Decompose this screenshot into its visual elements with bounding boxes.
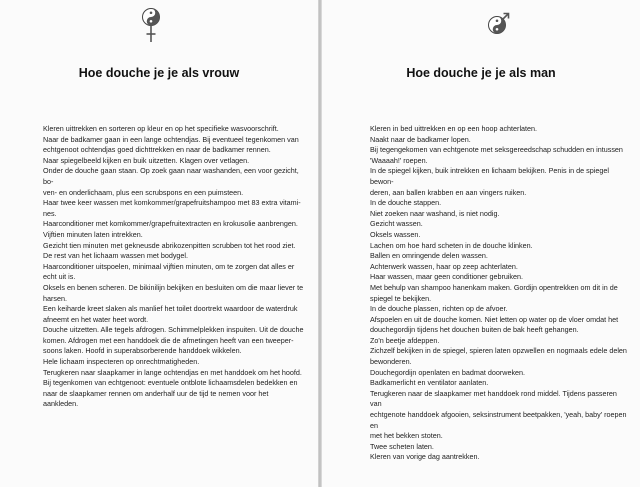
text-line: Oksels wassen. — [370, 229, 421, 239]
text-line: Haarconditioner uitspoelen, minimaal vijftien minuten, om te zorgen dat alles er — [43, 261, 295, 271]
text-line: In de douche stappen. — [370, 198, 442, 208]
text-line: harsen. — [43, 293, 67, 303]
text-line: Douchegordijn openlaten en badmat doorweken. — [370, 367, 526, 377]
text-line: Achterwerk wassen, haar op zeep achterlaten. — [370, 261, 518, 271]
text-line: Vijftien minuten laten intrekken. — [43, 229, 143, 239]
text-line: Terugkeren naar slaapkamer in lange ochtendjas en met handdoek om het hoofd. — [43, 367, 302, 377]
text-line: Zichzelf bekijken in de spiegel, spieren laten opzwellen en nogmaals edele delen — [370, 346, 627, 356]
text-line: spiegel te bekijken. — [370, 293, 432, 303]
text-line: De rest van het lichaam wassen met bodygel. — [43, 251, 189, 261]
text-line: komen. Afdrogen met een handdoek die de afmetingen heeft van een tweeper- — [43, 335, 294, 345]
text-line: Kleren in bed uittrekken en op een hoop achterlaten. — [370, 124, 538, 133]
text-line: Zo'n beetje afdeppen. — [370, 335, 440, 345]
text-line: Douche uitzetten. Alle tegels afdrogen. Schimmelplekken inspuiten. Uit de douche — [43, 325, 304, 335]
text-line: Haar twee keer wassen met komkommer/grapefruitshampoo met 83 extra vitami- — [43, 198, 301, 208]
text-line: Haar wassen, maar geen conditioner gebruiken. — [370, 272, 524, 282]
text-line: deren, aan ballen krabben en aan vingers ruiken. — [370, 187, 527, 197]
text-line: met het bekken stoten. — [370, 431, 443, 441]
text-line: afneemt en het water heet wordt. — [43, 314, 149, 324]
text-line: echtgenote handdoek afgooien, seksinstrument beetpakken, 'yeah, baby' roepen en — [370, 410, 627, 430]
right-page — [322, 0, 640, 487]
text-line: In de douche plassen, richten op de afvoer. — [370, 304, 508, 314]
text-line: Twee scheten laten. — [370, 441, 434, 451]
left-page — [0, 0, 318, 487]
instructions-women — [43, 124, 305, 410]
text-line: 'Waaaah!' roepen. — [370, 155, 428, 165]
text-line: Naar de badkamer gaan in een lange ochtendjas. Bij eventueel tegenkomen van — [43, 134, 299, 144]
text-line: Bij tegenkomen van echtgenoot: eventuele ontblote lichaamsdelen bedekken en — [43, 378, 298, 388]
instructions-men — [370, 124, 630, 463]
text-line: soons laken. Hoofd in superabsorberende handdoek wikkelen. — [43, 346, 242, 356]
text-line: Onder de douche gaan staan. Op zoek gaan naar washanden, een voor gezicht, bo- — [43, 166, 299, 186]
text-line: echt uit is. — [43, 272, 76, 282]
text-line: In de spiegel kijken, buik intrekken en lichaam bekijken. Penis in de spiegel bewon- — [370, 166, 609, 186]
text-line: Haarconditioner met komkommer/grapefruitextracten en krokusolie aanbrengen. — [43, 219, 298, 229]
text-line: Terugkeren naar de slaapkamer met handdoek rond middel. Tijdens passeren van — [370, 388, 617, 409]
text-line: Badkamerlicht en ventilator aanlaten. — [370, 378, 489, 388]
text-line: naar de slaapkamer rennen om anderhalf uur de tijd te nemen voor het aankleden. — [43, 388, 269, 409]
text-line: Met behulp van shampoo hanenkam maken. Gordijn opentrekken om dit in de — [370, 282, 618, 292]
text-line: Hele lichaam inspecteren op onrechtmatigheden. — [43, 357, 200, 367]
text-line: Gezicht wassen. — [370, 219, 423, 229]
text-line: Afspoelen en uit de douche komen. Niet letten op water op de vloer omdat het — [370, 314, 619, 324]
text-line: Lachen om hoe hard scheten in de douche klinken. — [370, 240, 533, 250]
text-line: bewonderen. — [370, 357, 412, 367]
page-title-men: Hoe douche je je als man — [406, 66, 556, 80]
text-line: Een keiharde kreet slaken als manlief het toilet doortrekt waardoor de waterdruk — [43, 304, 298, 314]
text-line: nes. — [43, 208, 57, 218]
yin-yang-male-symbol-icon — [484, 6, 510, 46]
text-line: ven- en onderlichaam, plus een scrubspons en een puimsteen. — [43, 187, 244, 197]
yin-yang-female-symbol-icon — [138, 6, 164, 46]
page-title-women: Hoe douche je je als vrouw — [78, 66, 240, 80]
text-line: Naar spiegelbeeld kijken en buik uitzetten. Klagen over vetlagen. — [43, 155, 250, 165]
text-line: Kleren van vorige dag aantrekken. — [370, 452, 480, 462]
text-line: echtgenoot ochtendjas goed dichttrekken en naar de badkamer rennen. — [43, 145, 271, 155]
text-line: douchegordijn tijdens het douchen buiten de bak heeft gehangen. — [370, 325, 579, 335]
text-line: Kleren uittrekken en sorteren op kleur en op het specifieke wasvoorschrift. — [43, 124, 279, 133]
text-line: Bij tegengekomen van echtgenote met seksgereedschap schudden en intussen — [370, 145, 623, 155]
text-line: Ballen en omringende delen wassen. — [370, 251, 488, 261]
text-line: Oksels en benen scheren. De bikinilijn bekijken en besluiten om die maar liever te — [43, 282, 304, 292]
text-line: Niet zoeken naar washand, is niet nodig. — [370, 208, 500, 218]
text-line: Gezicht tien minuten met gekneusde abrikozenpitten scrubben tot het rood ziet. — [43, 240, 296, 250]
text-line: Naakt naar de badkamer lopen. — [370, 134, 471, 144]
